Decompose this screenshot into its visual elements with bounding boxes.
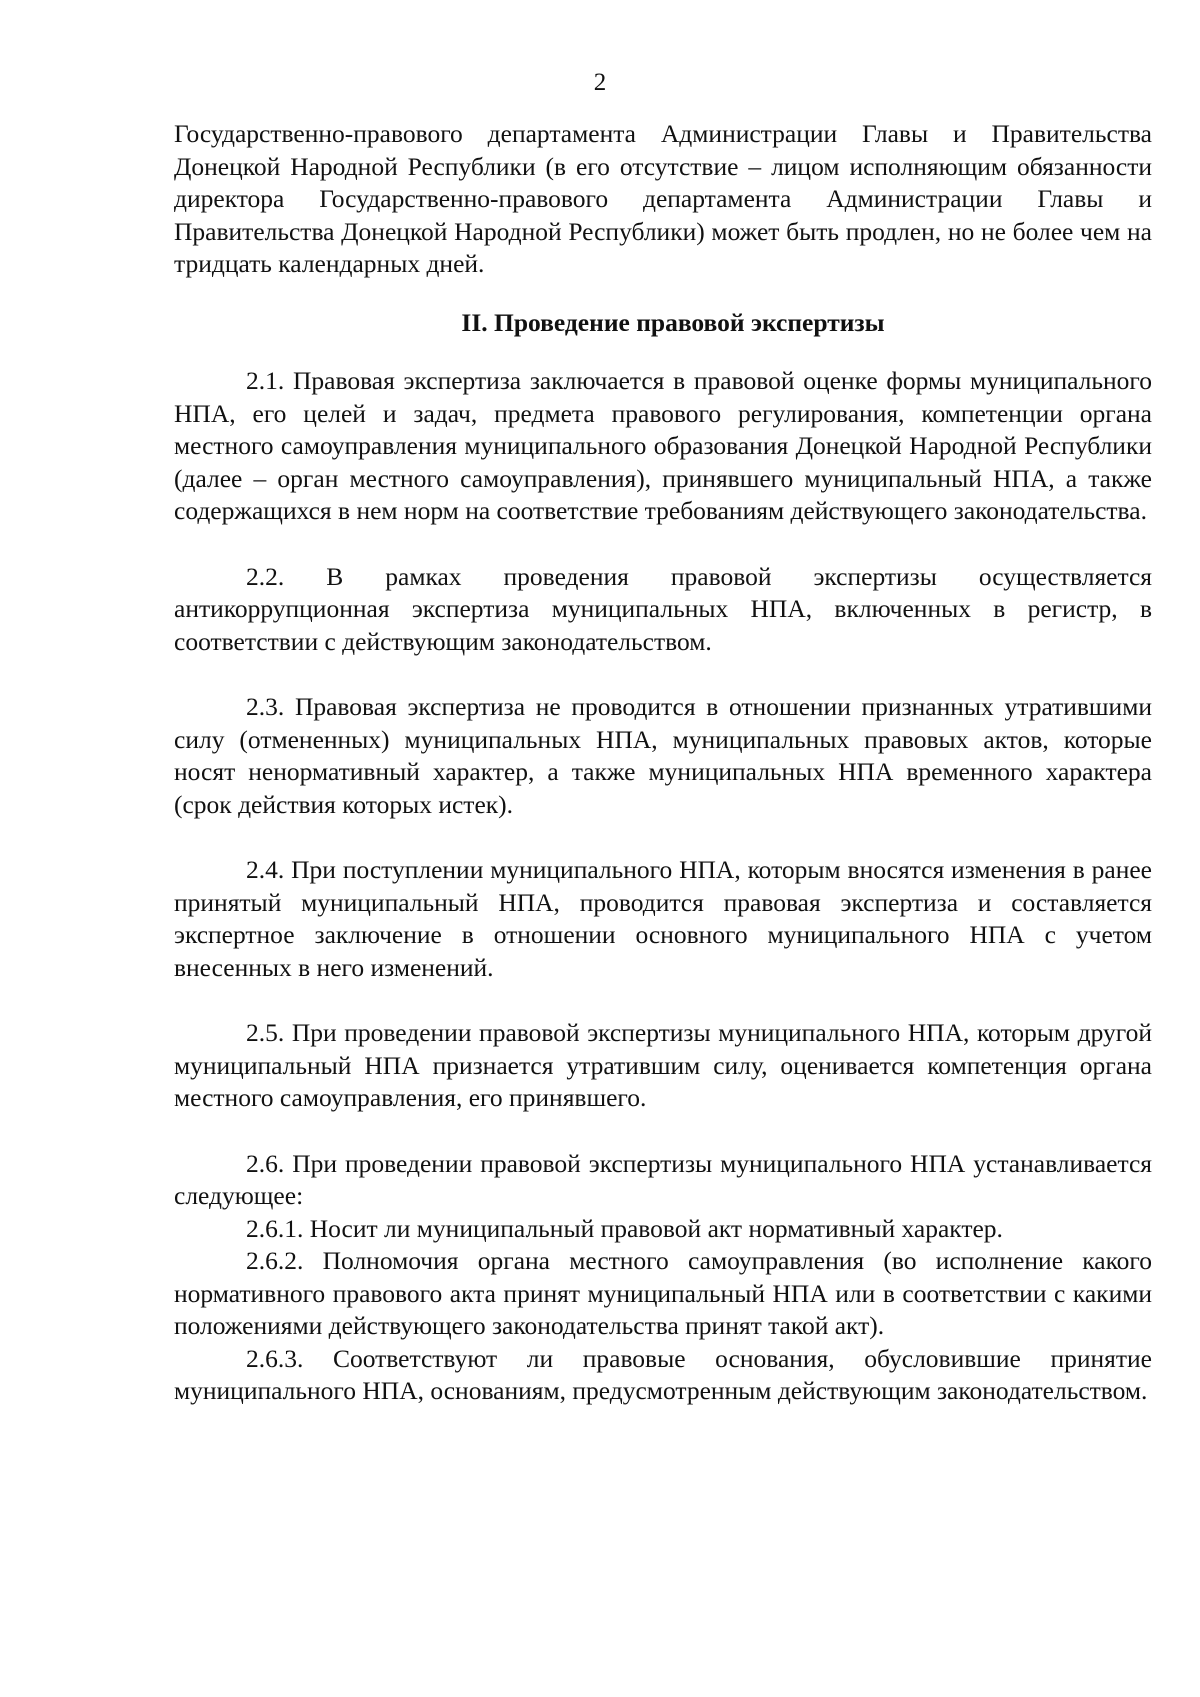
paragraph-2-5: 2.5. При проведении правовой экспертизы муниципального НПА, которым другой муниципальный НПА признается утратившим силу, оценивается компетенция органа местного самоуправления, его принявшего. <box>174 1018 1152 1112</box>
paragraph-2-1: 2.1. Правовая экспертиза заключается в правовой оценке формы муниципального НПА, его целей и задач, предмета правового регулирования, компетенции органа местного самоуправления муниципального образования Донецкой Народной Республики (далее – орган местного самоуправления), принявшего муниципальный НПА, а также содержащихся в нем норм на соответствие требованиям действующего законодательства. <box>174 366 1152 525</box>
paragraph-2-3: 2.3. Правовая экспертиза не проводится в отношении признанных утратившими силу (отмененных) муниципальных НПА, муниципальных правовых актов, которые носят ненормативный характер, а также муниципальных НПА временного характера (срок действия которых истек). <box>174 692 1152 819</box>
document-body <box>174 118 1152 1408</box>
subitem-2-6-2: 2.6.2. Полномочия органа местного самоуправления (во исполнение какого нормативного правового акта принят муниципальный НПА или в соответствии с какими положениями действующего законодательства принят такой акт). <box>174 1246 1152 1340</box>
page-number: 2 <box>593 69 607 96</box>
paragraph-2-4: 2.4. При поступлении муниципального НПА, которым вносятся изменения в ранее принятый муниципальный НПА, проводится правовая экспертиза и составляется экспертное заключение в отношении основного муниципального НПА с учетом внесенных в него изменений. <box>174 855 1152 982</box>
section-heading: II. Проведение правовой экспертизы <box>461 307 885 337</box>
intro-paragraph: Государственно-правового департамента Администрации Главы и Правительства Донецкой Народной Республики (в его отсутствие – лицом исполняющим обязанности директора Государственно-правового департамента Администрации Главы и Правительства Донецкой Народной Республики) может быть продлен, но не более чем на тридцать календарных дней. <box>174 119 1152 278</box>
paragraph-2-6: 2.6. При проведении правовой экспертизы муниципального НПА устанавливается следующее: <box>174 1148 1152 1210</box>
paragraph-2-2: 2.2. В рамках проведения правовой экспертизы осуществляется антикоррупционная экспертиза муниципальных НПА, включенных в регистр, в соответствии с действующим законодательством. <box>174 561 1152 656</box>
subitem-2-6-1: 2.6.1. Носит ли муниципальный правовой акт нормативный характер. <box>246 1213 1003 1243</box>
subitem-2-6-3: 2.6.3. Соответствуют ли правовые основания, обусловившие принятие муниципального НПА, основаниям, предусмотренным действующим законодательством. <box>174 1343 1152 1405</box>
